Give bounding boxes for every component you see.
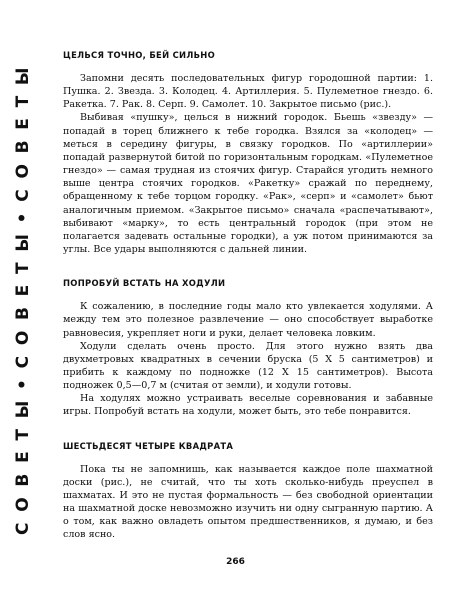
- section-heading: ЦЕЛЬСЯ ТОЧНО, БЕЙ СИЛЬНО: [63, 50, 216, 60]
- section-chess: [63, 441, 433, 542]
- section-aim: [63, 50, 433, 256]
- paragraph: Пока ты не запомнишь, как называется каждое поле шахматной доски (рис.), не считай, что ты хоть сколько-нибудь преуспел в шахматах. И это не пустая формальность — без свободной ориентации на шахматной доске невозможно изучить ни одну сыгранную партию. А о том, как важно овладеть опытом предшественников, я думаю, и без слов ясно.: [63, 463, 433, 541]
- section-stilts: [63, 278, 433, 418]
- section-heading: ШЕСТЬДЕСЯТ ЧЕТЫРЕ КВАДРАТА: [63, 440, 234, 451]
- paragraph: К сожалению, в последние годы мало кто увлекается ходулями. А между тем это полезное развлечение — оно способствует выработке равновесия, укрепляет ноги и руки, делает человека ловким.: [63, 301, 433, 339]
- paragraph: На ходулях можно устраивать веселые соревнования и забавные игры. Попробуй встать на ходули, может быть, это тебе понравится.: [63, 393, 433, 418]
- side-banner: [6, 50, 40, 550]
- page-content: [63, 50, 433, 542]
- side-banner-text: С О В Е Т Ы • С О В Е Т Ы • С О В Е Т Ы: [13, 65, 34, 535]
- paragraph: Выбивая «пушку», целься в нижний городок. Бьешь «звезду» — попадай в торец ближнего к тебе городка. Взялся за «колодец» — меться в середину фигуры, в связку городков. По «артиллерии» попадай развернутой битой по горизонтальным городкам. «Пулеметное гнездо» — самая трудная из стоячих фигур. Старайся угодить немного выше центра стоячих городков. «Ракетку» сражай по переднему, обращенному к тебе торцом городку. «Рак», «серп» и «самолет» бьют аналогичным приемом. «Закрытое письмо» сначала «распечатывают», выбивают «марку», то есть центральный городок (при этом не полагается задевать остальные городки), а уж потом принимаются за углы. Все удары выполняются с дальней линии.: [63, 112, 433, 256]
- section-heading: ПОПРОБУЙ ВСТАТЬ НА ХОДУЛИ: [63, 278, 226, 289]
- paragraph: Запомни десять последовательных фигур городошной партии: 1. Пушка. 2. Звезда. 3. Колодец. 4. Артиллерия. 5. Пулеметное гнездо. 6. Ракетка. 7. Рак. 8. Серп. 9. Самолет. 10. Закрытое письмо (рис.).: [63, 73, 433, 111]
- page-number: 266: [226, 557, 245, 567]
- section-gap: [63, 256, 433, 278]
- section-gap: [63, 419, 433, 441]
- paragraph: Ходули сделать очень просто. Для этого нужно взять два двухметровых квадратных в сечении бруска (5 X 5 сантиметров) и прибить к каждому по подножке (12 X 15 сантиметров). Высота подножек 0,5—0,7 м (считая от земли), и ходули готовы.: [63, 340, 433, 392]
